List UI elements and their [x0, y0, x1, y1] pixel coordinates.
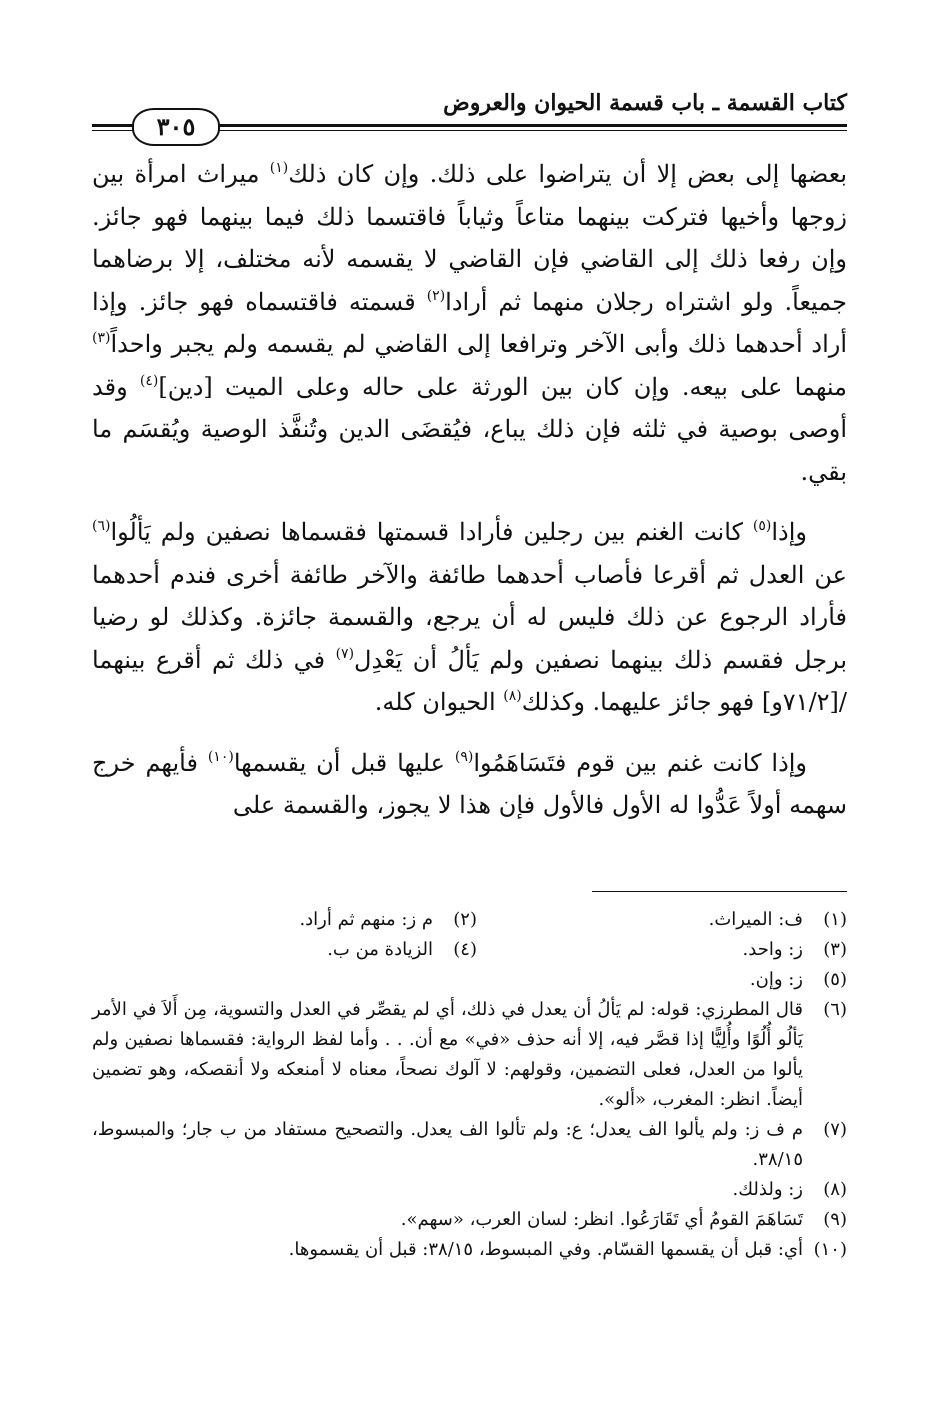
footnote-number: (٧): [823, 1119, 847, 1140]
footnote-text: أي: قبل أن يقسمها القسّام. وفي المبسوط، ٣٨/١٥: قبل أن يقسموها.: [288, 1239, 803, 1260]
footnote-number: (٨): [823, 1179, 847, 1200]
footnote: [92, 1115, 847, 1175]
footnote-text: تَسَاهَمَ القومُ أي تَقَارَعُوا. انظر: لسان العرب، «سهم».: [400, 1209, 803, 1230]
text-run: وإذا كانت غنم بين قوم فتَسَاهَمُوا: [473, 748, 808, 777]
footnote-pair: [92, 935, 847, 965]
footnote-number: (٤): [453, 939, 477, 960]
footnote-marker: (٩): [454, 748, 474, 765]
footnote-text: م ف ز: ولم يألوا الف يعدل؛ ع: ولم تألوا الف يعدل. والتصحيح مستفاد من ب جار؛ والمبسوط، ٣٨/١٥.: [92, 1119, 803, 1170]
footnote-number: (٩): [823, 1209, 847, 1230]
footnote: [107, 905, 477, 935]
text-run: عن العدل ثم أقرعا فأصاب أحدهما طائفة والآخر طائفة أخرى فندم أحدهما فأراد الرجوع عن ذلك فليس له أن يرجع، والقسمة جائزة. وكذلك لو رضيا برجل فقسم ذلك بينهما نصفين ولم يَألُ أن يَعْدِل: [92, 560, 848, 674]
footnote: [92, 965, 847, 995]
footnote: [477, 905, 847, 935]
footnote-text: ز: واحد.: [742, 939, 803, 960]
footnote-marker: (٦): [92, 518, 111, 534]
text-run: وقد أوصى بوصية في ثلثه فإن ذلك يباع، فيُقضَى الدين وتُنفَّذ الوصية ويُقسَم ما بقي.: [92, 372, 847, 486]
footnote-marker: (٥): [752, 518, 772, 534]
footnote: [107, 935, 477, 965]
paragraph: [92, 742, 847, 827]
footnote-text: قال المطرزي: قوله: لم يَألُ أن يعدل في ذلك، أي لم يقصِّر في العدل والتسوية، مِن أَلاَ في الأمر يَألُو أُلُوًا وأُلِيًّا إذا قصَّر فيه، إلا أنه حذف «في» مع أن. . . وأما لفظ الرواية: فقسماها نصفين ولم يألوا من العدل، فعلى التضمين، وقولهم: لا آلوك نصحاً، معناه لا أمنعكه ولا أنقصكه، وهو تضمين أيضاً. انظر: المغرب، «ألو».: [92, 999, 803, 1110]
footnote-marker: (٣): [92, 330, 111, 346]
paragraph: [92, 511, 847, 724]
page-header: [92, 88, 847, 148]
text-run: فأيهم خرج سهمه أولاً عَدُّوا له الأول فالأول فإن هذا لا يجوز، والقسمة على: [92, 748, 847, 819]
footnote-number: (١): [823, 909, 847, 930]
footnote-number: (١٠): [813, 1239, 847, 1260]
footnote-text: م ز: منهم ثم أراد.: [299, 909, 433, 930]
running-title: كتاب القسمة ـ باب قسمة الحيوان والعروض: [443, 90, 847, 116]
text-run: منهما على بيعه. وإن كان بين الورثة على حاله وعلى الميت [دين]: [158, 372, 848, 401]
footnote-text: ز: ولذلك.: [732, 1179, 803, 1200]
footnote-marker: (٨): [503, 688, 522, 704]
footnote-number: (٢): [453, 909, 477, 930]
main-text: [92, 153, 847, 827]
text-run: في ذلك ثم أقرع بينهما /[٧١/٢و] فهو جائز عليهما. وكذلك: [92, 645, 847, 716]
footnote-separator: [592, 891, 847, 892]
text-run: كانت الغنم بين رجلين فأرادا قسمتها فقسماها نصفين ولم يَألُوا: [110, 518, 753, 546]
footnote: [92, 1235, 847, 1265]
footnote-marker: (١٠): [207, 748, 234, 765]
text-run: بعضها إلى بعض إلا أن يتراضوا على ذلك. وإن كان ذلك: [288, 160, 847, 188]
paragraph: [92, 153, 847, 493]
footnote-text: ز: وإن.: [749, 969, 803, 990]
footnote: [477, 935, 847, 965]
footnote-number: (٣): [823, 939, 847, 960]
text-run: ميراث امرأة بين زوجها وأخيها فتركت بينهما متاعاً وثياباً فاقتسما ذلك فيما بينهما فهو جائز. وإن رفعا ذلك إلى القاضي فإن القاضي لا يقسمه لأنه مختلف، إلا برضاهما جميعاً. ولو اشتراه رجلان منهما ثم أرادا: [92, 160, 847, 316]
footnote: [92, 1205, 847, 1235]
footnote-number: (٦): [823, 999, 847, 1020]
text-run: الحيوان كله.: [374, 688, 504, 716]
page-number: ٣٠٥: [132, 108, 220, 146]
footnote-marker: (٤): [139, 372, 159, 389]
footnote: [92, 1175, 847, 1205]
footnotes: [92, 905, 847, 1265]
text-run: قسمته فاقتسماه فهو جائز. وإذا أراد أحدهما ذلك وأبى الآخر وترافعا إلى القاضي لم يقسمه ولم يجبر واحداً: [92, 287, 847, 358]
footnote-number: (٥): [823, 969, 847, 990]
text-run: وإذا: [771, 518, 807, 546]
footnote: [92, 995, 847, 1115]
footnote-text: ف: الميراث.: [708, 909, 803, 930]
text-run: عليها قبل أن يقسمها: [233, 748, 455, 777]
footnote-text: الزيادة من ب.: [327, 939, 433, 960]
footnote-pair: [92, 905, 847, 935]
footnote-marker: (٢): [426, 287, 446, 304]
footnote-marker: (٧): [335, 645, 355, 662]
book-page: [92, 0, 847, 1401]
footnote-marker: (١): [269, 160, 289, 176]
